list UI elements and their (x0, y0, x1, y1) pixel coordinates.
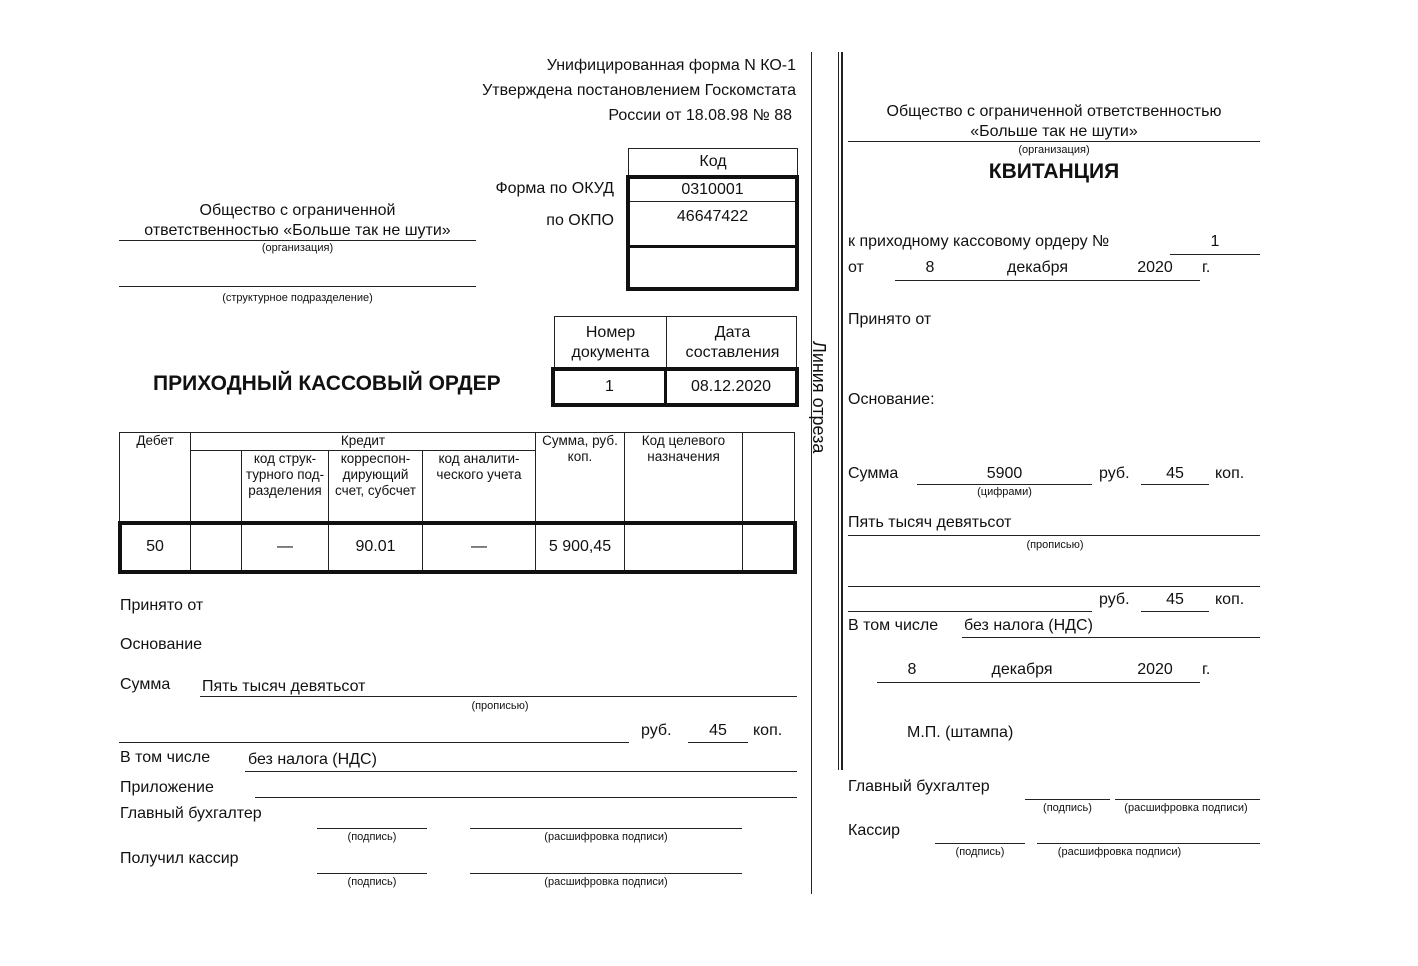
row-debit: 50 (120, 523, 191, 572)
document-title: ПРИХОДНЫЙ КАССОВЫЙ ОРДЕР (153, 372, 501, 395)
receipt-received-from-label: Принято от (848, 311, 932, 328)
receipt-month2: декабря (991, 661, 1053, 678)
receipt-sum-label: Сумма (848, 465, 899, 482)
receipt-day: 8 (925, 259, 935, 276)
chief-signature-caption: (подпись) (347, 831, 397, 843)
sum-header: Сумма, руб. коп. (536, 433, 625, 523)
receipt-chief-accountant-label: Главный бухгалтер (848, 778, 990, 795)
receipt-incl-value: без налога (НДС) (964, 617, 1093, 634)
receipt-org-caption: (организация) (1018, 144, 1090, 156)
row-purpose (625, 523, 743, 572)
form-header-line1: Унифицированная форма N КО-1 (546, 57, 796, 74)
purpose-header: Код целевого назначения (625, 433, 743, 523)
receipt-incl-label: В том числе (848, 617, 939, 634)
receipt-cashier-signature-caption: (подпись) (955, 846, 1005, 858)
credit-sub-empty (191, 451, 242, 523)
received-from-label: Принято от (120, 597, 204, 614)
okpo-label: по ОКПО (546, 212, 614, 229)
struct-header: код струк- турного под- разделения (242, 451, 329, 523)
chief-decoding-caption: (расшифровка подписи) (544, 831, 668, 843)
receipt-chief-signature-caption: (подпись) (1043, 802, 1092, 814)
okud-value: 0310001 (630, 179, 795, 202)
kop-label: коп. (753, 722, 783, 739)
receipt-basis-label: Основание: (848, 391, 935, 408)
receipt-day2: 8 (907, 661, 917, 678)
receipt-chief-decoding-caption: (расшифровка подписи) (1124, 802, 1248, 814)
receipt-cashier-label: Кассир (848, 822, 901, 839)
receipt-rub2-label: руб. (1099, 591, 1130, 608)
debit-header: Дебет (120, 433, 191, 523)
receipt-year2-suffix: г. (1202, 661, 1211, 678)
receipt-title: КВИТАНЦИЯ (988, 160, 1120, 183)
receipt-from-label: от (848, 259, 864, 276)
org-name-line1: Общество с ограниченной (199, 202, 396, 219)
doc-header-cells (554, 316, 797, 368)
form-header-line2: Утверждена постановлением Госкомстата (482, 82, 796, 99)
codes-header: Код (699, 153, 727, 170)
row-sum: 5 900,45 (536, 523, 625, 572)
org-name-line2: ответственностью «Больше так не шути» (144, 222, 451, 239)
codes-header-cell (628, 148, 798, 176)
doc-date: 08.12.2020 (690, 378, 772, 395)
doc-number: 1 (605, 378, 614, 395)
row-struct: — (242, 523, 329, 572)
receipt-year-suffix: г. (1202, 259, 1211, 276)
receipt-cashier-decoding-caption: (расшифровка подписи) (1057, 846, 1182, 858)
cashier-received-label: Получил кассир (120, 850, 239, 867)
row-corr: 90.01 (329, 523, 423, 572)
cut-separator (811, 52, 812, 894)
doc-date-header: Дата составления (685, 324, 780, 361)
row-extra (743, 523, 795, 572)
receipt-rub-label: руб. (1099, 465, 1130, 482)
receipt-digits-caption: (цифрами) (977, 486, 1032, 498)
credit-header: Кредит (191, 433, 536, 451)
receipt-org-line1: Общество с ограниченной ответственностью (886, 103, 1222, 120)
okpo-value: 46647422 (630, 202, 795, 248)
ledger-table (119, 432, 795, 572)
kop-value: 45 (709, 722, 727, 739)
org-caption: (организация) (261, 242, 334, 254)
corr-header: корреспон- дирующий счет, субсчет (329, 451, 423, 523)
row-empty (191, 523, 242, 572)
codes-box (626, 175, 799, 291)
doc-values-box (551, 367, 799, 407)
receipt-order-number: 1 (1210, 233, 1220, 250)
form-header-line3: России от 18.08.98 № 88 (608, 107, 792, 124)
basis-label: Основание (120, 636, 203, 653)
attachment-label: Приложение (120, 779, 214, 796)
sum-words: Пять тысяч девятьсот (202, 678, 366, 695)
subdivision-caption: (структурное подразделение) (222, 292, 373, 304)
cashier-signature-caption: (подпись) (347, 876, 397, 888)
extra-header (743, 433, 795, 523)
receipt-year: 2020 (1137, 259, 1173, 276)
chief-accountant-label: Главный бухгалтер (120, 805, 262, 822)
okud-label: Форма по ОКУД (495, 180, 614, 197)
receipt-border (838, 52, 843, 770)
row-analytic: — (423, 523, 536, 572)
receipt-month: декабря (1006, 259, 1069, 276)
receipt-kop-label: коп. (1215, 465, 1245, 482)
cashier-decoding-caption: (расшифровка подписи) (544, 876, 668, 888)
receipt-kop2-label: коп. (1215, 591, 1245, 608)
incl-label: В том числе (120, 749, 211, 766)
rub-label: руб. (641, 722, 672, 739)
receipt-sum-words: Пять тысяч девятьсот (848, 514, 1012, 531)
cut-line-label: Линия отреза (809, 341, 829, 454)
table-row (120, 523, 795, 572)
receipt-org-line2: «Больше так не шути» (970, 123, 1138, 140)
doc-number-header: Номер документа (571, 324, 650, 361)
receipt-kop2-value: 45 (1166, 591, 1184, 608)
incl-value: без налога (НДС) (248, 751, 377, 768)
sum-words-caption: (прописью) (471, 700, 529, 712)
receipt-words-caption: (прописью) (1026, 539, 1084, 551)
receipt-stamp: М.П. (штампа) (907, 724, 1014, 741)
analytic-header: код аналити- ческого учета (423, 451, 536, 523)
sum-label: Сумма (120, 676, 171, 693)
receipt-to-order-label: к приходному кассовому ордеру № (848, 233, 1110, 250)
receipt-year2: 2020 (1137, 661, 1173, 678)
receipt-sum-digits: 5900 (986, 465, 1023, 482)
receipt-kop-value: 45 (1166, 465, 1184, 482)
